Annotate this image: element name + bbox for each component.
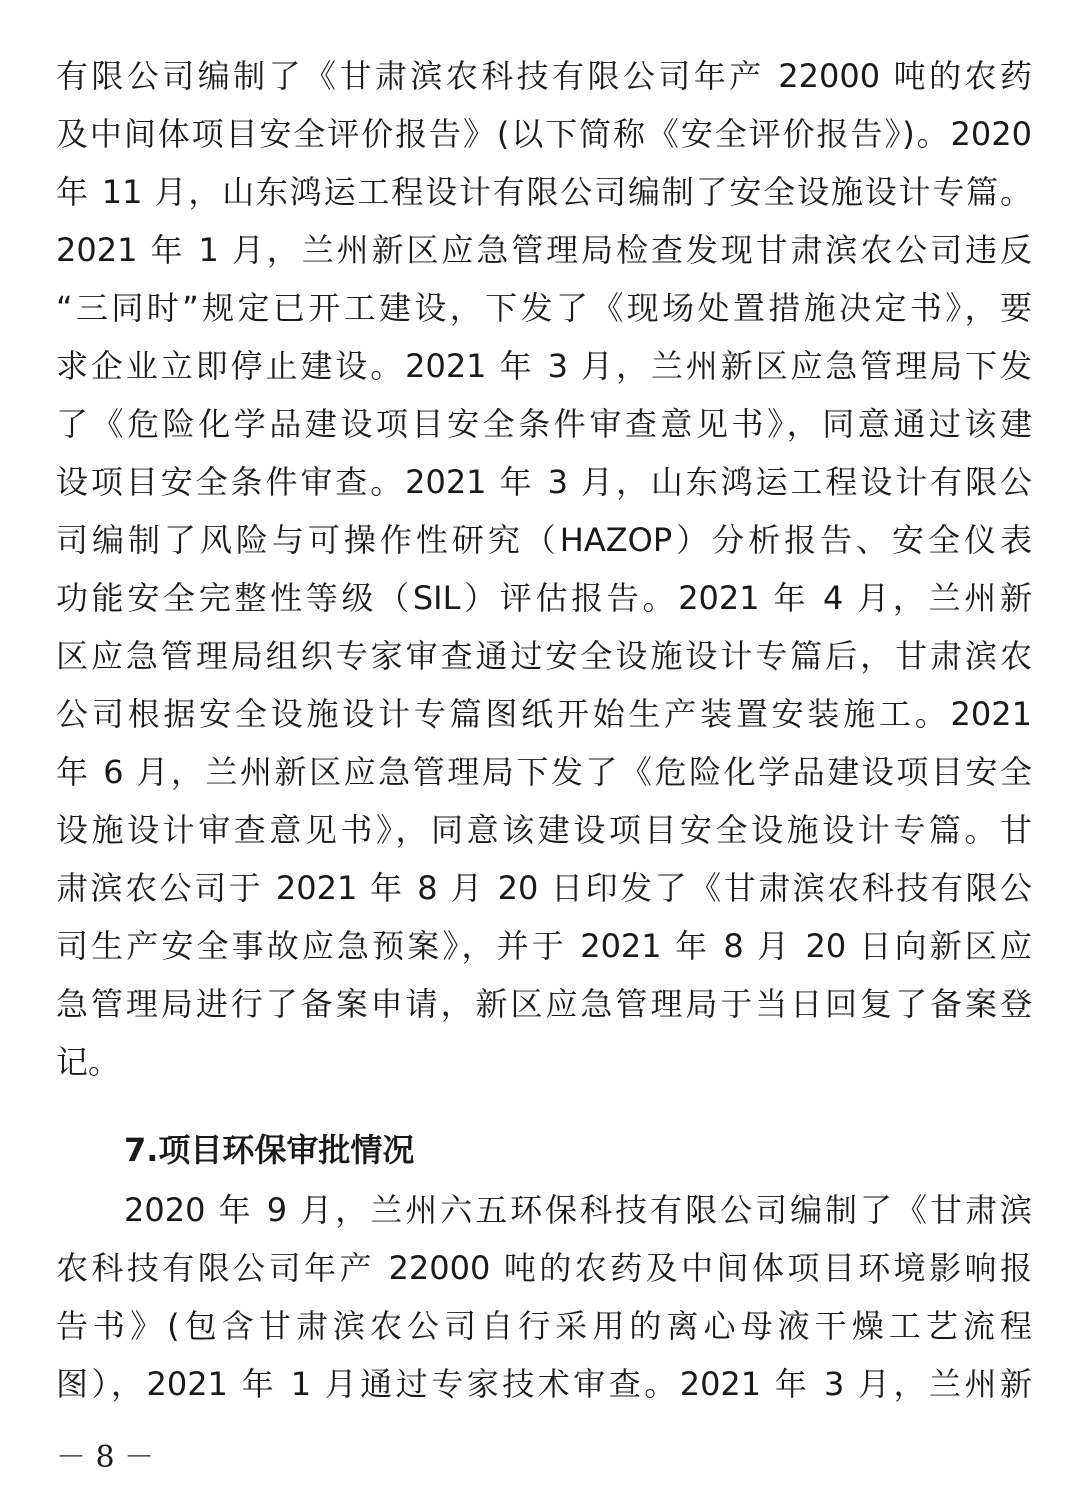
body-text-line: 2020 年 9 月，兰州六五环保科技有限公司编制了《甘肃滨 [124, 1191, 1032, 1229]
body-text-line: 了《危险化学品建设项目安全条件审查意见书》，同意通过该建 [56, 405, 1032, 443]
body-text-line: 司编制了风险与可操作性研究（HAZOP）分析报告、安全仪表 [56, 521, 1032, 559]
body-text-line: 肃滨农公司于 2021 年 8 月 20 日印发了《甘肃滨农科技有限公 [56, 869, 1032, 907]
body-text-line: 设项目安全条件审查。2021 年 3 月，山东鸿运工程设计有限公 [56, 463, 1032, 501]
body-text-line: 2021 年 1 月，兰州新区应急管理局检查发现甘肃滨农公司违反 [56, 231, 1032, 269]
body-text-line: 记。 [56, 1043, 121, 1081]
page-number: － 8 － [56, 1440, 155, 1475]
body-text-line: 区应急管理局组织专家审查通过安全设施设计专篇后，甘肃滨农 [56, 637, 1032, 675]
body-text-line: 农科技有限公司年产 22000 吨的农药及中间体项目环境影响报 [56, 1249, 1032, 1287]
body-text-line: 图），2021 年 1 月通过专家技术审查。2021 年 3 月，兰州新 [56, 1365, 1032, 1403]
body-text-line: 功能安全完整性等级（SIL）评估报告。2021 年 4 月，兰州新 [56, 579, 1032, 617]
body-text-line: 急管理局进行了备案申请，新区应急管理局于当日回复了备案登 [56, 985, 1032, 1023]
section-heading: 7.项目环保审批情况 [124, 1131, 415, 1169]
body-text-line: 告书》(包含甘肃滨农公司自行采用的离心母液干燥工艺流程 [56, 1307, 1032, 1345]
body-text-line: 年 11 月，山东鸿运工程设计有限公司编制了安全设施设计专篇。 [56, 173, 1032, 211]
body-text-line: 公司根据安全设施设计专篇图纸开始生产装置安装施工。2021 [56, 695, 1032, 733]
body-text-line: 年 6 月，兰州新区应急管理局下发了《危险化学品建设项目安全 [56, 753, 1032, 791]
body-text-line: 司生产安全事故应急预案》，并于 2021 年 8 月 20 日向新区应 [56, 927, 1032, 965]
body-text-line: “三同时”规定已开工建设，下发了《现场处置措施决定书》，要 [56, 289, 1032, 327]
body-text-line: 及中间体项目安全评价报告》(以下简称《安全评价报告》)。2020 [56, 115, 1032, 153]
body-text-line: 有限公司编制了《甘肃滨农科技有限公司年产 22000 吨的农药 [56, 57, 1032, 95]
body-text-line: 设施设计审查意见书》，同意该建设项目安全设施设计专篇。甘 [56, 811, 1032, 849]
body-text-line: 求企业立即停止建设。2021 年 3 月，兰州新区应急管理局下发 [56, 347, 1032, 385]
